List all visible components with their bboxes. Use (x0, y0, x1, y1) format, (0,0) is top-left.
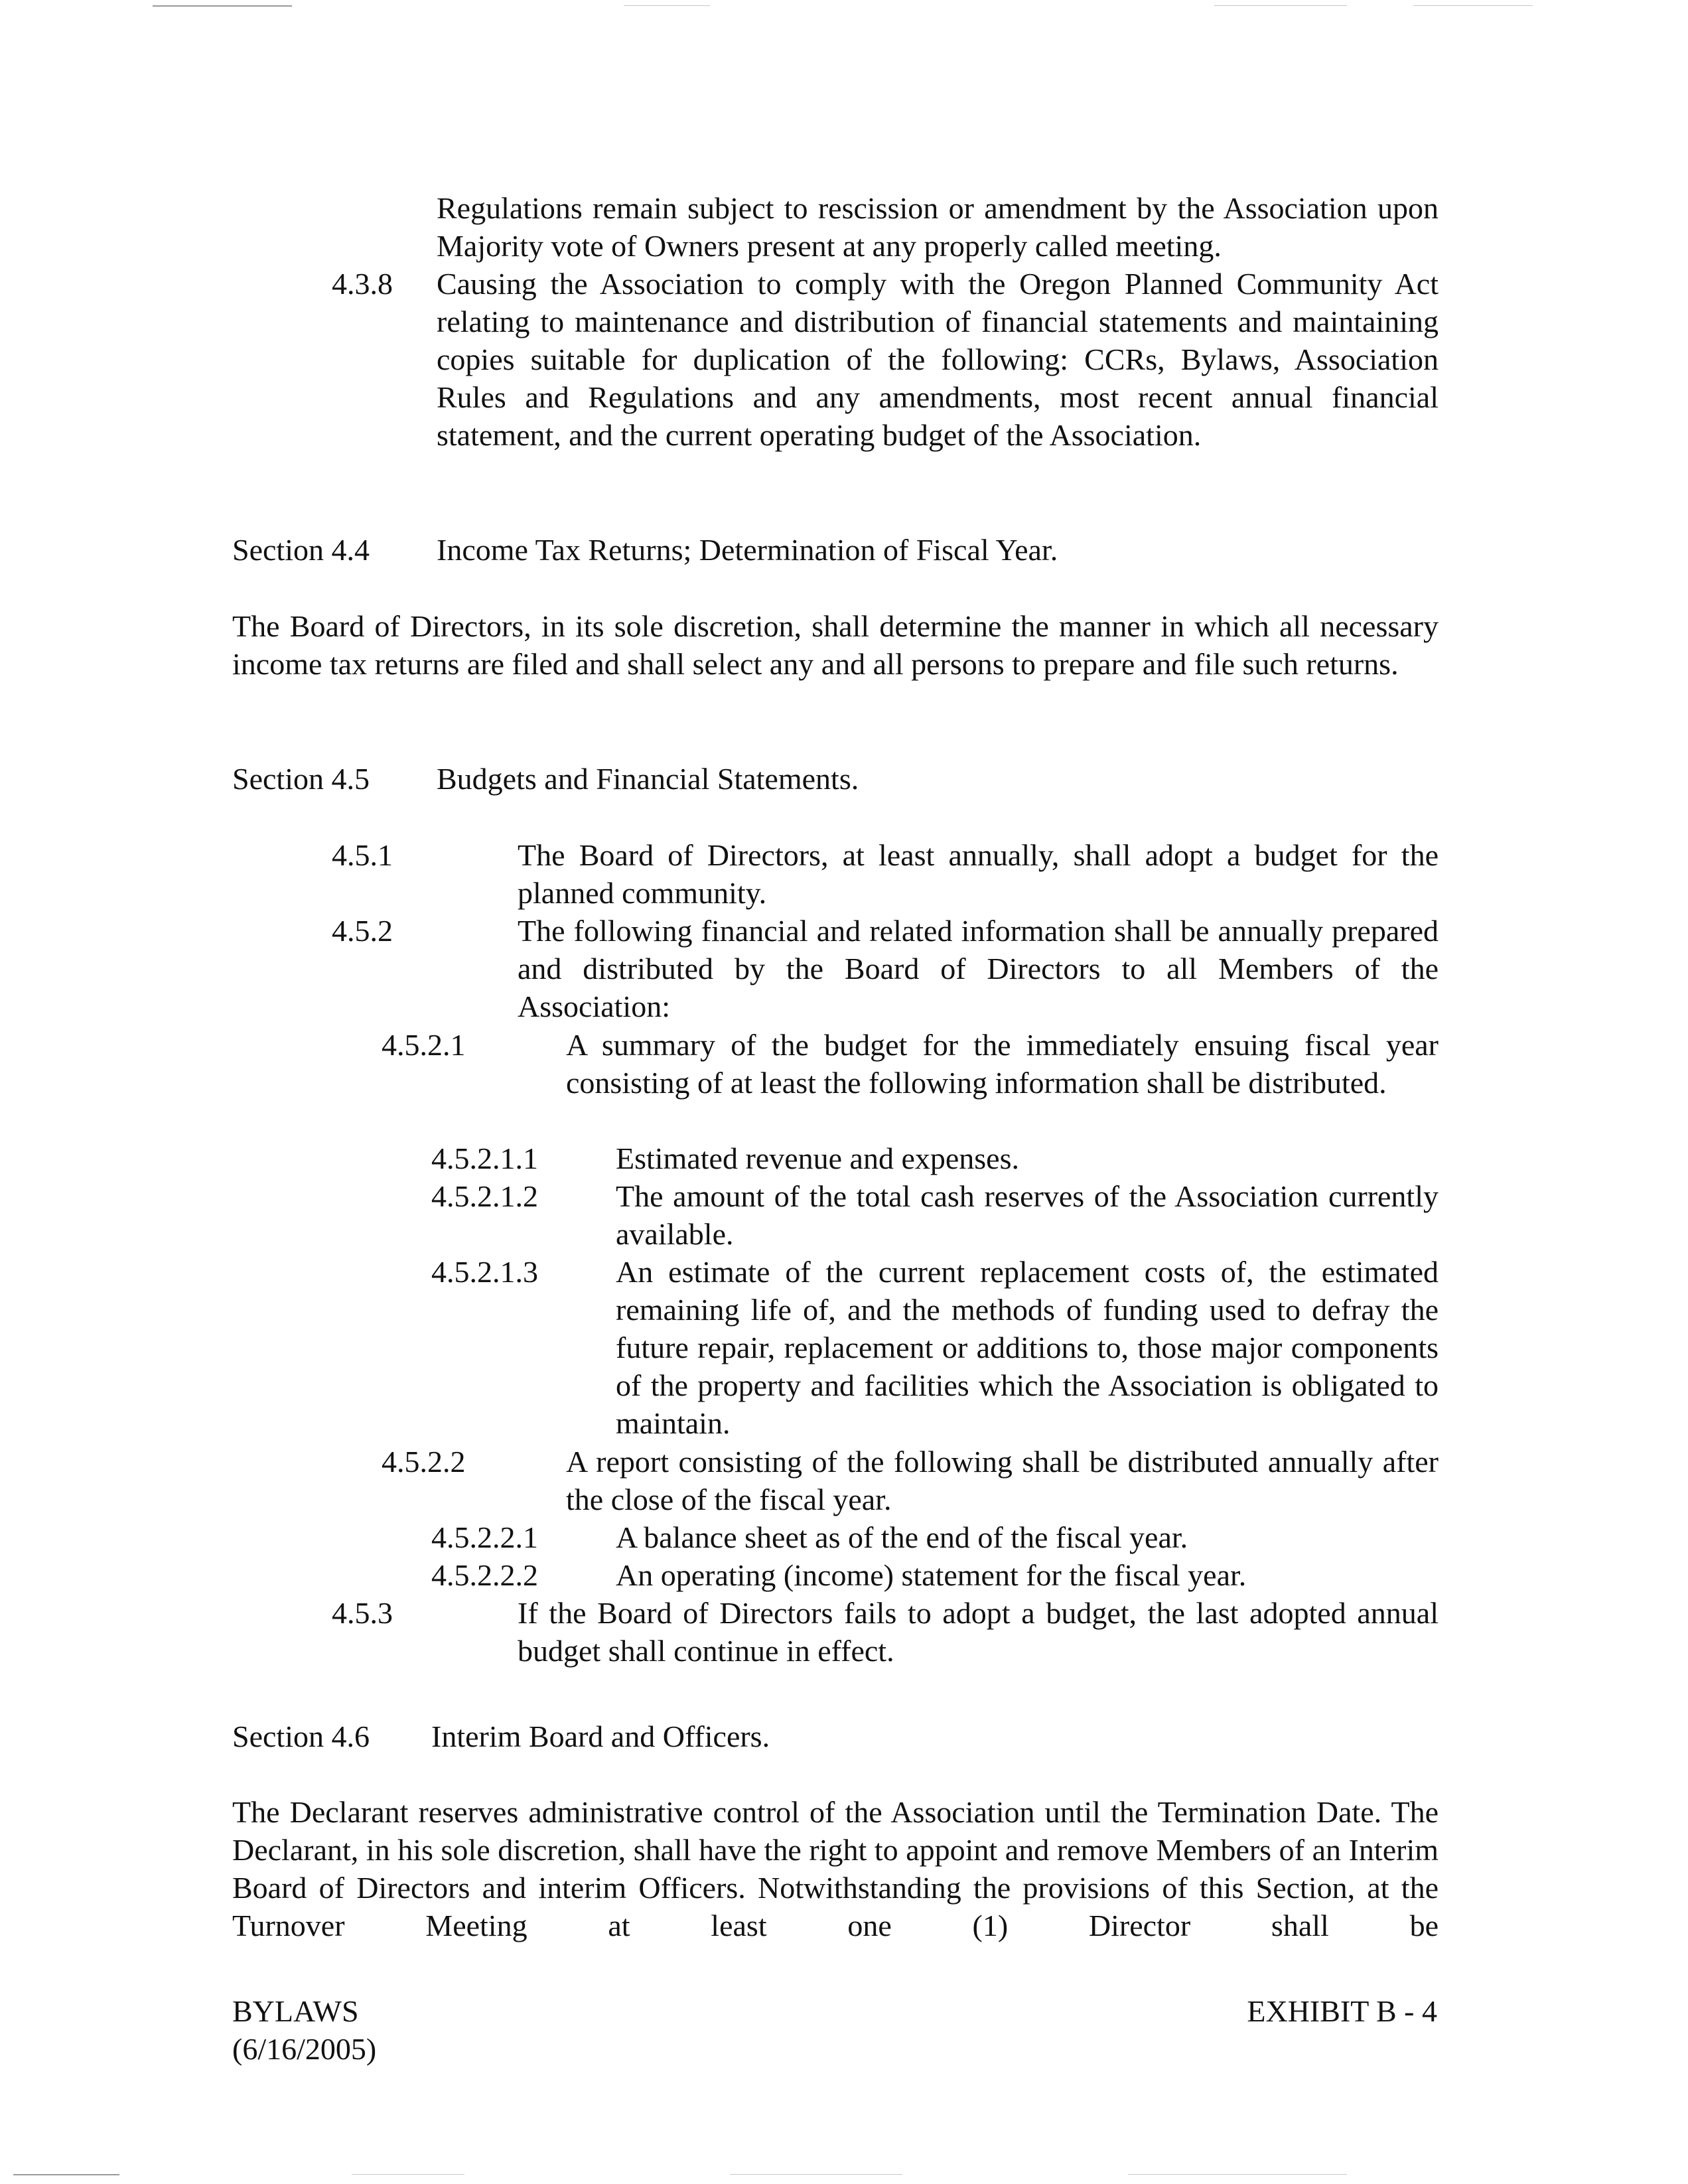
item-text-4-5-2-2-2: An operating (income) statement for the fiscal year. (616, 1558, 1247, 1592)
item-number-4-5-2-2-2: 4.5.2.2.2 (431, 1558, 538, 1592)
item-number-4-3-8: 4.3.8 (332, 267, 393, 301)
item-text-4-5-2-1: A summary of the budget for the immediately ensuing fiscal year consisting of at least the following information shall be distributed. (566, 1028, 1439, 1100)
footer-doc-date: (6/16/2005) (232, 2032, 377, 2066)
item-text-4-5-2: The following financial and related information shall be annually prepared and distributed by the Board of Directors to all Members of the Association: (518, 914, 1439, 1023)
item-number-4-5-2: 4.5.2 (332, 914, 393, 948)
section-label-4-5: Section 4.5 (232, 762, 370, 796)
scan-artifact-top-2 (624, 5, 710, 6)
item-number-4-5-2-1: 4.5.2.1 (382, 1028, 466, 1062)
section-4-6-paragraph: The Declarant reserves administrative control of the Association until the Termination Date. The Declarant, in his sole discretion, shall have the right to appoint and remove Members of an Interim Board of Directors and interim Officers. Notwithstanding the provisions of this Section, at the Turnover Meeting at least one (1) Director shall be (232, 1795, 1439, 1942)
item-text-4-5-1: The Board of Directors, at least annually, shall adopt a budget for the planned community. (518, 838, 1439, 910)
section-label-4-6: Section 4.6 (232, 1719, 370, 1753)
footer-doc-title: BYLAWS (232, 1994, 359, 2028)
scan-artifact-top (153, 5, 292, 7)
scan-artifact-top-3 (1214, 5, 1347, 6)
scan-artifact-bottom (13, 2174, 119, 2175)
section-4-4-paragraph: The Board of Directors, in its sole discretion, shall determine the manner in which all necessary income tax returns are filed and shall select any and all persons to prepare and file such returns. (232, 609, 1439, 681)
item-text-4-5-2-1-3: An estimate of the current replacement costs of, the estimated remaining life of, and the methods of funding used to defray the future repair, replacement or additions to, those major components of the property and facilities which the Association is obligated to maintain. (616, 1255, 1439, 1440)
section-title-4-4: Income Tax Returns; Determination of Fiscal Year. (437, 533, 1058, 567)
item-text-4-5-3: If the Board of Directors fails to adopt a budget, the last adopted annual budget shall continue in effect. (518, 1596, 1439, 1668)
item-number-4-5-2-2-1: 4.5.2.2.1 (431, 1520, 538, 1554)
item-number-4-5-3: 4.5.3 (332, 1596, 393, 1630)
section-title-4-6: Interim Board and Officers. (431, 1719, 770, 1753)
item-number-4-5-2-1-1: 4.5.2.1.1 (431, 1141, 538, 1175)
item-text-4-5-2-1-2: The amount of the total cash reserves of the Association currently available. (616, 1179, 1439, 1251)
item-number-4-5-2-2: 4.5.2.2 (382, 1445, 466, 1479)
item-number-4-5-2-1-3: 4.5.2.1.3 (431, 1255, 538, 1289)
section-title-4-5: Budgets and Financial Statements. (437, 762, 859, 796)
item-text-4-5-2-2-1: A balance sheet as of the end of the fiscal year. (616, 1520, 1188, 1554)
item-number-4-5-2-1-2: 4.5.2.1.2 (431, 1179, 538, 1213)
footer-exhibit-page: EXHIBIT B - 4 (1247, 1994, 1437, 2028)
scan-artifact-bottom-4 (1128, 2174, 1347, 2175)
scan-artifact-bottom-3 (730, 2174, 902, 2175)
item-text-4-5-2-1-1: Estimated revenue and expenses. (616, 1141, 1019, 1175)
section-label-4-4: Section 4.4 (232, 533, 370, 567)
scan-artifact-top-4 (1413, 5, 1533, 6)
item-text-4-3-8: Causing the Association to comply with the Oregon Planned Community Act relating to maintenance and distribution of financial statements and maintaining copies suitable for duplication of the following: CCRs, Bylaws, Association Rules and Regulations and any amendments, most recent annual financial statement, and the current operating budget of the Association. (437, 267, 1439, 452)
item-number-4-5-1: 4.5.1 (332, 838, 393, 872)
scan-artifact-bottom-2 (352, 2174, 464, 2175)
continuation-paragraph: Regulations remain subject to rescission or amendment by the Association upon Majority vote of Owners present at any properly called meeting. (437, 191, 1439, 263)
item-text-4-5-2-2: A report consisting of the following shall be distributed annually after the close of the fiscal year. (566, 1445, 1439, 1516)
